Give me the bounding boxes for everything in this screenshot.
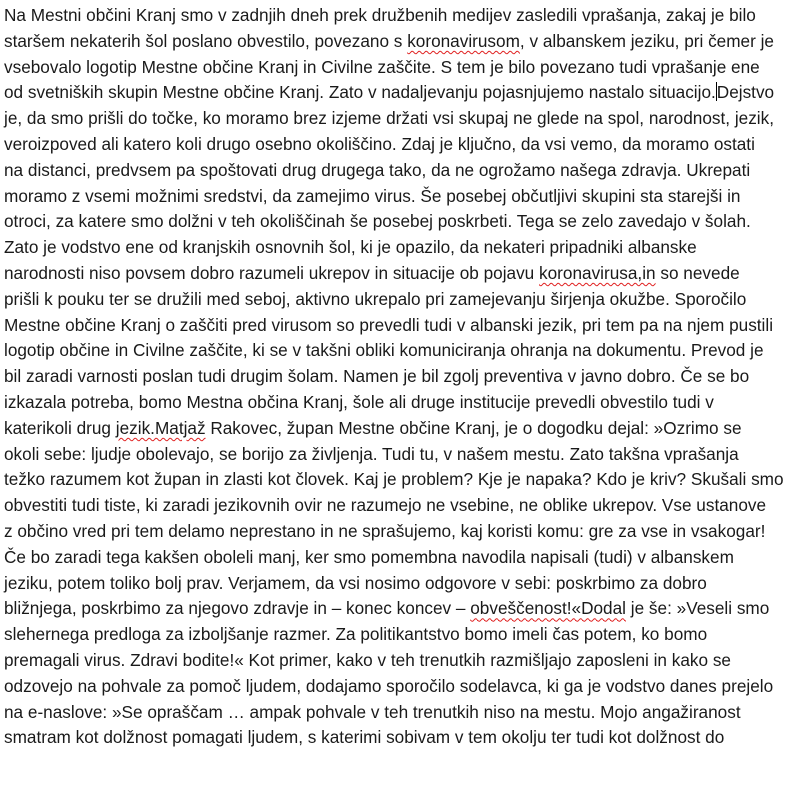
document-line[interactable]: slehernega predloga za izboljšanje razmer. Za politikantstvo bomo imeli čas potem, ko bomo <box>4 624 708 645</box>
document-line[interactable]: Zato je vodstvo ene od kranjskih osnovnih šol, ki je opazilo, da nekateri pripadniki albanske <box>4 237 697 258</box>
document-line[interactable]: veroizpoved ali katero koli drugo osebno okoliščino. Zdaj je ključno, da vsi vemo, da moramo ostati <box>4 134 755 154</box>
document-line[interactable]: vsebovalo logotip Mestne občine Kranj in Civilne zaščite. S tem je bilo povezano tudi vprašanje ene <box>4 56 760 77</box>
document-line[interactable]: težko razumem kot župan in zlasti kot človek. Kaj je problem? Kje je napaka? Kdo je kriv? Skušali smo <box>4 469 784 490</box>
document-line[interactable]: jeziku, potem toliko bolj prav. Verjamem, da vsi nosimo odgovore v sebi: poskrbimo za dobro <box>4 572 707 593</box>
document-line[interactable]: bil zaradi varnosti poslan tudi drugim šolam. Namen je bil zgolj preventiva v javno dobro. Če se bo <box>4 366 750 387</box>
document-line[interactable]: smatram kot dolžnost pomagati ljudem, s katerimi sobivam v tem okolju ter tudi kot dolžnost do <box>4 727 725 748</box>
document-line[interactable]: obvestiti tudi tiste, ki zaradi jezikovnih ovir ne razumejo ne vsebine, ne oblike ukrepov. Vse ustanove <box>4 495 767 516</box>
spellcheck-flagged-word[interactable]: obveščenost!«Dodal <box>470 598 626 619</box>
document-line[interactable]: Na Mestni občini Kranj smo v zadnjih dneh prek družbenih medijev zasledili vprašanja, zakaj je bilo <box>4 5 756 25</box>
document-line[interactable]: logotip občine in Civilne zaščite, ki se v takšni obliki komuniciranja ohranja na dokumentu. Prevod je <box>4 340 764 361</box>
document-line[interactable]: z občino vred pri tem delamo neprestano in ne sprašujemo, kaj koristi komu: gre za vse in vsakogar! <box>4 521 766 541</box>
spellcheck-flagged-word[interactable]: koronavirusom <box>407 30 520 51</box>
document-line[interactable]: staršem nekaterih šol poslano obvestilo, povezano s koronavirusom, v albanskem jeziku, pri čemer je <box>4 30 774 51</box>
document-line[interactable]: moramo z vsemi možnimi sredstvi, da zamejimo virus. Še posebej občutljivi skupini sta starejši in <box>4 185 741 206</box>
document-line[interactable]: na e-naslove: »Se opraščam … ampak pohvale v teh trenutkih niso na mestu. Mojo angažiranost <box>4 701 741 722</box>
spellcheck-flagged-word[interactable]: koronavirusa,in <box>539 263 656 283</box>
document-line[interactable]: odzovejo na pohvale za pomoč ljudem, dodajamo sporočilo sodelavca, ki ga je vodstvo danes prejelo <box>4 675 774 696</box>
text-cursor <box>716 82 717 101</box>
spellcheck-flagged-word[interactable]: jezik.Matjaž <box>115 417 206 438</box>
document-line[interactable]: izkazala potreba, bomo Mestna občina Kranj, šole ali druge institucije prevedli obvestilo tudi v <box>4 392 714 412</box>
document-line[interactable]: je, da smo prišli do točke, ko moramo brez izjeme držati vsi skupaj ne glede na spol, narodnost, jezik, <box>4 108 774 129</box>
document-line[interactable]: katerikoli drug jezik.Matjaž Rakovec, župan Mestne občine Kranj, je o dogodku dejal: »Ozrimo se <box>4 417 742 438</box>
document-line[interactable]: Če bo zaradi tega kakšen oboleli manj, ker smo pomembna navodila napisali (tudi) v albanskem <box>4 546 734 567</box>
document-line[interactable]: od svetniških skupin Mestne občine Kranj. Zato v nadaljevanju pojasnjujemo nastalo situacijo.Dejstvo <box>4 82 775 103</box>
document-line[interactable]: bližnjega, poskrbimo za njegovo zdravje in – konec koncev – obveščenost!«Dodal je še: »Veseli smo <box>4 598 770 619</box>
document-line[interactable]: prišli k pouku ter se družili med seboj, aktivno ukrepalo pri zamejevanju širjenja okužbe. Sporočilo <box>4 288 747 309</box>
document-line[interactable]: narodnosti niso povsem dobro razumeli ukrepov in situacije ob pojavu koronavirusa,in so nevede <box>4 263 740 283</box>
document-line[interactable]: Mestne občine Kranj o zaščiti pred virusom so prevedli tudi v albanski jezik, pri tem pa na njem pustili <box>4 314 774 335</box>
document-line[interactable]: premagali virus. Zdravi bodite!« Kot primer, kako v teh trenutkih razmišljajo zaposleni in kako se <box>4 650 731 670</box>
document-line[interactable]: otroci, za katere smo dolžni v teh okoliščinah še posebej poskrbeti. Tega se zelo zavedajo v šolah. <box>4 211 751 232</box>
document-line[interactable]: na distanci, predvsem pa spoštovati drug drugega tako, da ne ogrožamo našega zdravja. Ukrepati <box>4 159 751 180</box>
document-line[interactable]: okoli sebe: ljudje obolevajo, se borijo za življenja. Tudi tu, v našem mestu. Zato takšna vprašanja <box>4 443 739 464</box>
